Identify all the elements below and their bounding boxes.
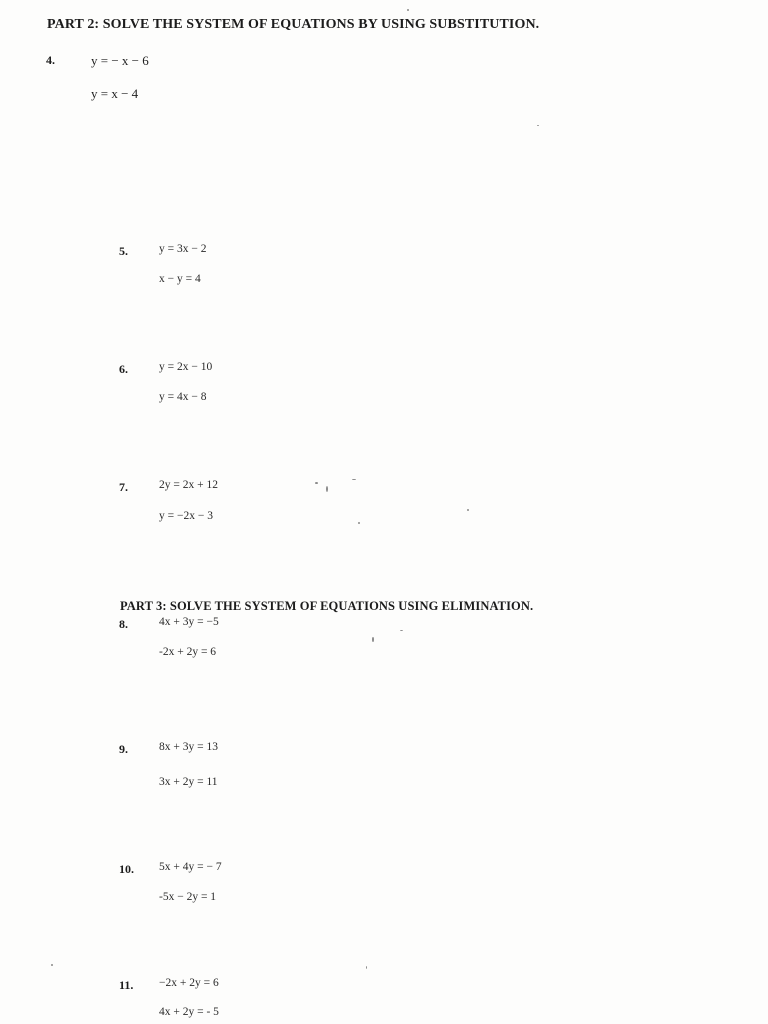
part3-heading: PART 3: SOLVE THE SYSTEM OF EQUATIONS USING ELIMINATION.: [120, 599, 534, 613]
problem-7-equation-1: 2y = 2x + 12: [159, 479, 218, 491]
scan-speck: [326, 486, 328, 492]
problem-6-equation-2: y = 4x − 8: [159, 391, 207, 403]
scan-speck: [407, 9, 409, 11]
scan-speck: [537, 125, 539, 126]
scan-speck: [315, 482, 318, 484]
problem-4-equation-2: y = x − 4: [91, 86, 139, 101]
problem-11-number: 11.: [119, 978, 134, 992]
problem-5-equation-1: y = 3x − 2: [159, 243, 207, 255]
problem-4-equation-1: y = − x − 6: [91, 53, 149, 68]
problem-8-equation-1: 4x + 3y = −5: [159, 616, 219, 628]
problem-6-equation-1: y = 2x − 10: [159, 361, 213, 373]
scan-speck: [358, 522, 360, 524]
problem-10-equation-1: 5x + 4y = − 7: [159, 861, 222, 873]
problem-5-number: 5.: [119, 244, 128, 258]
problem-9-number: 9.: [119, 742, 128, 756]
problem-7-number: 7.: [119, 480, 128, 494]
problem-6-number: 6.: [119, 362, 128, 376]
problem-4-number: 4.: [46, 53, 55, 67]
problem-9-equation-1: 8x + 3y = 13: [159, 741, 218, 753]
problem-10-number: 10.: [119, 862, 134, 876]
scan-speck: [51, 964, 53, 966]
scan-speck: [400, 630, 403, 631]
scan-speck: [366, 966, 367, 969]
problem-7-equation-2: y = −2x − 3: [159, 510, 213, 522]
problem-11-equation-1: −2x + 2y = 6: [159, 977, 219, 989]
problem-11-equation-2: 4x + 2y = - 5: [159, 1006, 219, 1018]
problem-8-number: 8.: [119, 617, 128, 631]
problem-8-equation-2: -2x + 2y = 6: [159, 646, 217, 658]
scan-speck: [352, 479, 356, 480]
scan-speck: [467, 509, 469, 511]
problem-10-equation-2: -5x − 2y = 1: [159, 891, 217, 903]
scan-speck: [372, 637, 374, 642]
part2-heading: PART 2: SOLVE THE SYSTEM OF EQUATIONS BY USING SUBSTITUTION.: [47, 17, 540, 32]
problem-9-equation-2: 3x + 2y = 11: [159, 776, 218, 788]
problem-5-equation-2: x − y = 4: [159, 273, 201, 285]
